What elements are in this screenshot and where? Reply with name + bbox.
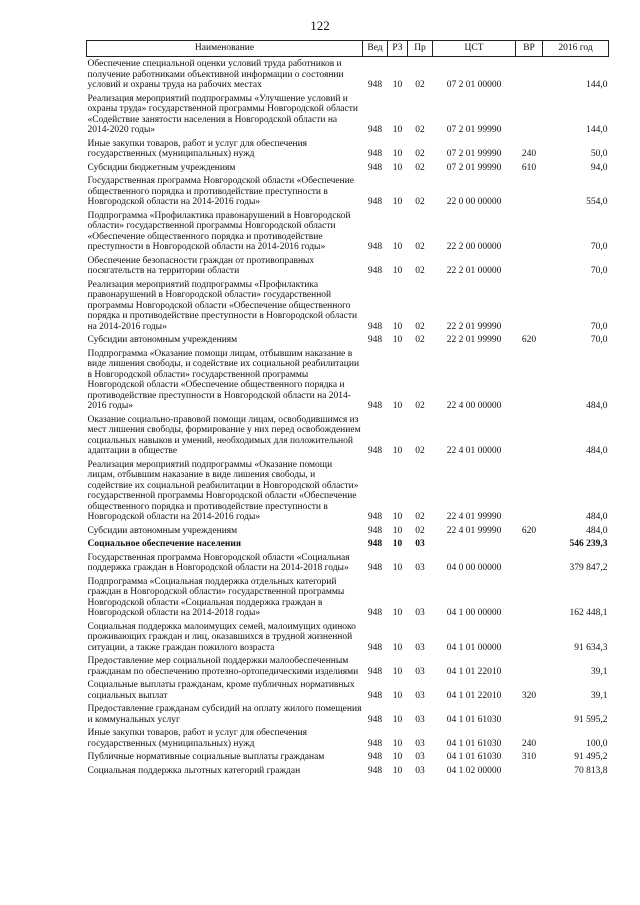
cell-rz: 10 (392, 765, 403, 776)
table-row (87, 278, 609, 334)
cell-sum: 91 495,2 (574, 752, 608, 762)
table-row (87, 92, 609, 137)
cell-vr (516, 174, 543, 209)
cell-name: Реализация мероприятий подпрограммы «Оказание помощи лицам, отбывшим наказание в виде лишения свободы, и содействие их социальной реабилитации в Новгородской области» государственной программы Новгородской области «Обеспечение общественного порядка и противодействие преступности в Новгородской области на 2014-2016 годы» (87, 459, 359, 522)
cell-cst: 22 2 00 00000 (446, 242, 502, 252)
cell-sum: 554,0 (586, 197, 608, 207)
cell-rz: 10 (392, 539, 403, 549)
header-name: Наименование (87, 41, 363, 57)
cell-pr: 03 (415, 752, 425, 762)
cell-pr: 03 (415, 539, 425, 549)
table-row (87, 537, 609, 551)
cell-rz: 10 (392, 642, 403, 653)
cell-pr: 03 (415, 690, 425, 701)
cell-rz: 10 (392, 197, 403, 207)
cell-cst: 22 4 00 00000 (446, 401, 502, 411)
cell-name: Предоставление мер социальной поддержки малообеспеченным гражданам по обеспечению протезно-ортопедическими изделиями (87, 656, 359, 677)
cell-sum: 94,0 (590, 162, 608, 173)
cell-sum: 39,1 (590, 666, 608, 677)
cell-vr (516, 537, 543, 551)
cell-rz: 10 (392, 162, 403, 173)
cell-vr (516, 209, 543, 254)
cell-vr: 240 (521, 149, 537, 159)
cell-rz: 10 (392, 690, 403, 701)
cell-ved: 948 (367, 738, 383, 749)
cell-name: Субсидии бюджетным учреждениям (87, 162, 236, 173)
cell-vr (516, 575, 543, 620)
cell-sum: 70,0 (590, 321, 608, 332)
cell-pr: 03 (415, 666, 425, 677)
cell-cst: 07 2 01 99990 (446, 162, 502, 173)
table-row (87, 678, 609, 702)
cell-pr: 02 (415, 162, 425, 173)
cell-name: Подпрограмма «Профилактика правонарушений в Новгородской области» государственной программы Новгородской области «Обеспечение общественного порядка и противодействие преступности в Новгородской области на 2014-2016 годы» (87, 210, 351, 252)
cell-pr: 03 (415, 608, 425, 618)
table-row (87, 702, 609, 726)
table-row (87, 333, 609, 347)
cell-rz: 10 (392, 512, 403, 522)
cell-sum: 484,0 (586, 512, 608, 522)
cell-name: Государственная программа Новгородской области «Обеспечение общественного порядка и противодействие преступности в Новгородской области на 2014-2016 годы» (87, 176, 355, 207)
cell-sum: 144,0 (586, 125, 608, 135)
cell-cst: 22 4 01 00000 (446, 446, 502, 456)
cell-pr: 02 (415, 512, 425, 522)
table-row (87, 575, 609, 620)
header-vr: ВР (516, 41, 543, 57)
cell-vr (516, 92, 543, 137)
cell-name: Государственная программа Новгородской области «Социальная поддержка граждан в Новгородской области на 2014-2018 годы» (87, 552, 350, 573)
header-cst: ЦСТ (433, 41, 516, 57)
cell-sum: 484,0 (586, 525, 608, 536)
cell-ved: 948 (367, 401, 383, 411)
cell-name: Социальная поддержка малоимущих семей, малоимущих одиноко проживающих граждан и лиц, оказавшихся в трудной жизненной ситуации, а также граждан пожилого возраста (87, 621, 356, 653)
cell-ved: 948 (367, 608, 383, 618)
cell-cst: 22 2 01 00000 (446, 266, 502, 276)
cell-name: Предоставление гражданам субсидий на оплату жилого помещения и коммунальных услуг (87, 704, 362, 725)
cell-ved: 948 (367, 714, 383, 725)
cell-name: Обеспечение специальной оценки условий труда работников и получение работниками объективной информации о состоянии условий и охраны труда на рабочих местах (87, 59, 344, 90)
cell-sum: 379 847,2 (569, 563, 608, 573)
cell-name: Субсидии автономным учреждениям (87, 335, 238, 345)
cell-rz: 10 (392, 125, 403, 135)
table-row (87, 174, 609, 209)
cell-cst: 04 1 01 61030 (446, 752, 502, 762)
cell-rz: 10 (392, 608, 403, 618)
cell-pr: 02 (415, 401, 425, 411)
cell-cst: 07 2 01 99990 (446, 149, 502, 159)
table-row (87, 137, 609, 161)
cell-vr (516, 254, 543, 278)
cell-ved: 948 (367, 563, 383, 573)
cell-sum: 162 448,1 (569, 608, 608, 618)
header-year: 2016 год (543, 41, 609, 57)
cell-cst: 04 0 00 00000 (446, 563, 502, 573)
cell-vr: 320 (521, 690, 537, 701)
cell-ved: 948 (367, 321, 383, 332)
cell-vr (516, 551, 543, 575)
budget-table (86, 40, 609, 777)
cell-ved: 948 (367, 765, 383, 776)
cell-name: Оказание социально-правовой помощи лицам, освободившимся из мест лишения свободы, формирование у них перед освобождением социальных навыков и умений, необходимых для положительной адаптации в обществе (87, 414, 361, 456)
table-row (87, 620, 609, 655)
cell-ved: 948 (367, 197, 383, 207)
cell-sum: 91 634,3 (574, 642, 608, 653)
cell-ved: 948 (367, 266, 383, 276)
cell-pr: 02 (415, 80, 425, 90)
cell-cst: 22 0 00 00000 (446, 197, 502, 207)
table-row (87, 413, 609, 458)
cell-sum: 70,0 (590, 335, 608, 345)
cell-ved: 948 (367, 666, 383, 677)
cell-vr (516, 702, 543, 726)
cell-cst: 07 2 01 00000 (446, 80, 502, 90)
cell-pr: 03 (415, 765, 425, 776)
cell-pr: 02 (415, 525, 425, 536)
cell-rz: 10 (392, 525, 403, 536)
cell-rz: 10 (392, 738, 403, 749)
cell-name: Социальное обеспечение населения (87, 539, 241, 549)
cell-vr (516, 57, 543, 92)
cell-cst: 22 4 01 99990 (446, 525, 502, 536)
cell-sum: 39,1 (590, 690, 608, 701)
cell-ved: 948 (367, 690, 383, 701)
cell-name: Субсидии автономным учреждениям (87, 525, 238, 536)
cell-cst: 04 1 01 00000 (446, 642, 502, 653)
table-header-row (87, 41, 609, 57)
cell-pr: 03 (415, 714, 425, 725)
cell-sum: 70 813,8 (574, 765, 608, 776)
cell-ved: 948 (367, 80, 383, 90)
cell-cst (433, 537, 516, 551)
table-row (87, 161, 609, 175)
cell-vr: 620 (521, 525, 537, 536)
cell-vr (516, 413, 543, 458)
cell-pr: 03 (415, 563, 425, 573)
cell-pr: 02 (415, 149, 425, 159)
cell-vr (516, 764, 543, 778)
cell-cst: 04 1 01 61030 (446, 714, 502, 725)
cell-pr: 02 (415, 197, 425, 207)
cell-pr: 02 (415, 321, 425, 332)
cell-name: Социальные выплаты гражданам, кроме публичных нормативных социальных выплат (87, 680, 355, 701)
cell-name: Иные закупки товаров, работ и услуг для обеспечения государственных (муниципальных) нужд (87, 138, 308, 159)
cell-sum: 70,0 (590, 266, 608, 276)
cell-sum: 484,0 (586, 446, 608, 456)
cell-sum: 144,0 (586, 80, 608, 90)
cell-cst: 04 1 00 00000 (446, 608, 502, 618)
cell-name: Реализация мероприятий подпрограммы «Улучшение условий и охраны труда» государственной программы Новгородской области «Содействие занятости населения в Новгородской области на 2014-2020 годы» (87, 93, 358, 135)
cell-name: Обеспечение безопасности граждан от противоправных посягательств на территории области (87, 255, 315, 276)
cell-rz: 10 (392, 266, 403, 276)
header-rz: РЗ (388, 41, 408, 57)
cell-pr: 02 (415, 266, 425, 276)
cell-cst: 22 2 01 99990 (446, 321, 502, 332)
header-ved: Вед (363, 41, 388, 57)
table-row (87, 654, 609, 678)
cell-rz: 10 (392, 752, 403, 762)
cell-name: Публичные нормативные социальные выплаты гражданам (87, 752, 325, 762)
cell-vr (516, 278, 543, 334)
cell-sum: 91 595,2 (574, 714, 608, 725)
table-row (87, 347, 609, 413)
cell-vr (516, 347, 543, 413)
cell-rz: 10 (392, 149, 403, 159)
cell-rz: 10 (392, 563, 403, 573)
table-row (87, 524, 609, 538)
cell-cst: 04 1 01 22010 (446, 666, 502, 677)
cell-ved: 948 (367, 446, 383, 456)
table-row (87, 458, 609, 524)
cell-rz: 10 (392, 242, 403, 252)
table-row (87, 57, 609, 92)
cell-vr (516, 458, 543, 524)
cell-ved: 948 (367, 162, 383, 173)
cell-ved: 948 (367, 242, 383, 252)
cell-pr: 03 (415, 642, 425, 653)
cell-cst: 04 1 01 61030 (446, 738, 502, 749)
cell-ved: 948 (367, 525, 383, 536)
cell-ved: 948 (367, 642, 383, 653)
cell-cst: 22 2 01 99990 (446, 335, 502, 345)
cell-ved: 948 (367, 752, 383, 762)
cell-vr: 620 (521, 335, 537, 345)
cell-vr (516, 620, 543, 655)
cell-sum: 484,0 (586, 401, 608, 411)
cell-pr: 02 (415, 242, 425, 252)
cell-rz: 10 (392, 666, 403, 677)
cell-ved: 948 (367, 149, 383, 159)
cell-ved: 948 (367, 335, 383, 345)
cell-vr (516, 654, 543, 678)
cell-pr: 03 (415, 738, 425, 749)
cell-sum: 50,0 (590, 149, 608, 159)
table-row (87, 764, 609, 778)
cell-rz: 10 (392, 321, 403, 332)
cell-ved: 948 (367, 512, 383, 522)
cell-cst: 04 1 02 00000 (446, 765, 502, 776)
cell-vr: 310 (521, 752, 537, 762)
cell-vr: 610 (521, 162, 537, 173)
cell-sum: 70,0 (590, 242, 608, 252)
cell-rz: 10 (392, 80, 403, 90)
table-row (87, 254, 609, 278)
cell-vr: 240 (521, 738, 537, 749)
cell-cst: 04 1 01 22010 (446, 690, 502, 701)
table-row (87, 726, 609, 750)
cell-rz: 10 (392, 335, 403, 345)
cell-sum: 100,0 (586, 738, 608, 749)
cell-name: Реализация мероприятий подпрограммы «Профилактика правонарушений в Новгородской области» государственной программы Новгородской области «Обеспечение общественного порядка и противодействие преступности в Новгородской области на 2014-2016 годы» (87, 279, 358, 332)
table-row (87, 209, 609, 254)
cell-rz: 10 (392, 446, 403, 456)
cell-pr: 02 (415, 335, 425, 345)
cell-name: Подпрограмма «Социальная поддержка отдельных категорий граждан в Новгородской области» государственной программы Новгородской области «Социальная поддержка граждан в Новгородской области на 2014-2018 годы» (87, 576, 345, 618)
cell-rz: 10 (392, 714, 403, 725)
cell-ved: 948 (367, 125, 383, 135)
page-number: 122 (310, 18, 330, 33)
table-row (87, 551, 609, 575)
cell-pr: 02 (415, 446, 425, 456)
cell-name: Социальная поддержка льготных категорий граждан (87, 765, 301, 776)
header-pr: Пр (408, 41, 433, 57)
cell-name: Подпрограмма «Оказание помощи лицам, отбывшим наказание в виде лишения свободы, и содействие их социальной реабилитации в Новгородской области» государственной программы Новгородской области «Обеспечение общественного порядка и противодействие преступности в Новгородской области на 2014-2016 годы» (87, 348, 360, 411)
cell-pr: 02 (415, 125, 425, 135)
cell-cst: 07 2 01 99990 (446, 125, 502, 135)
cell-rz: 10 (392, 401, 403, 411)
cell-name: Иные закупки товаров, работ и услуг для обеспечения государственных (муниципальных) нужд (87, 728, 308, 749)
cell-ved: 948 (367, 539, 383, 549)
table-row (87, 750, 609, 764)
cell-sum: 546 239,3 (569, 539, 608, 549)
cell-cst: 22 4 01 99990 (446, 512, 502, 522)
